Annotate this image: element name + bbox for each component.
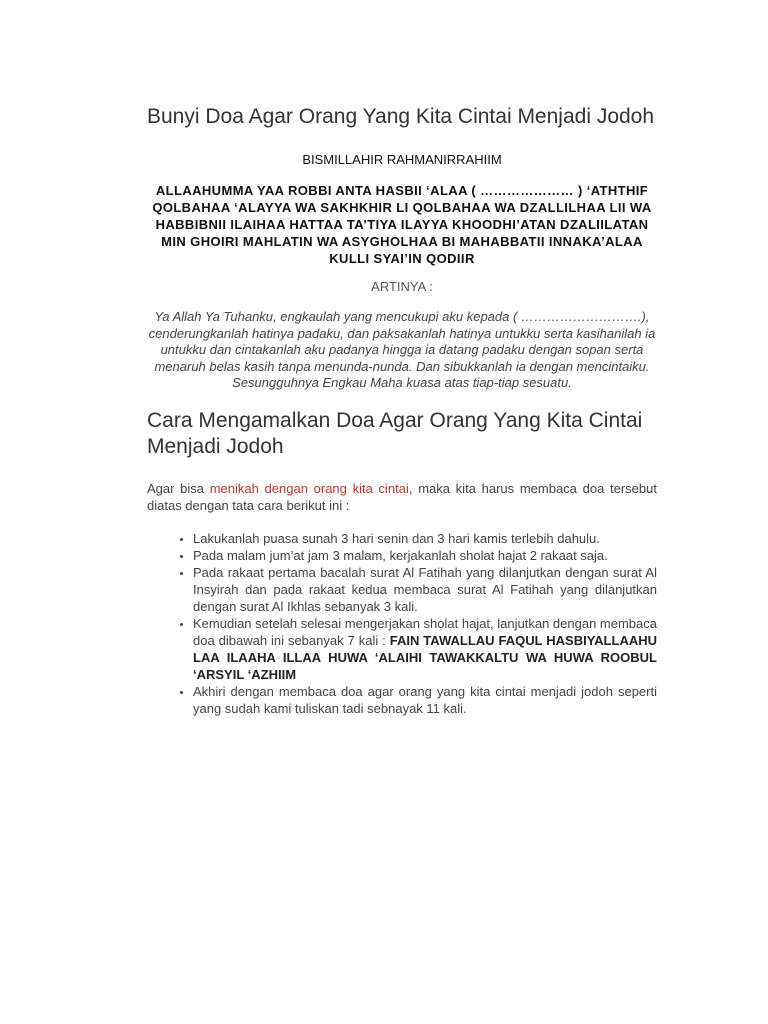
intro-paragraph [147,480,657,514]
article-content [147,104,657,717]
list-item: • Pada malam jum’at jam 3 malam, kerjakanlah sholat hajat 2 rakaat saja. [193,547,657,564]
bismillah-text: BISMILLAHIR RAHMANIRRAHIIM [302,152,502,167]
heading-doa: Bunyi Doa Agar Orang Yang Kita Cintai Menjadi Jodoh [147,105,655,128]
intro-before: Agar bisa [147,480,210,496]
steps-list [147,530,657,717]
artinya-label: ARTINYA : [371,279,433,294]
translation-text: Ya Allah Ya Tuhanku, engkaulah yang mencukupi aku kepada ( ……………………….), cenderungkanlah hatinya padaku, dan paksakanlah hatinya untukku serta kasihanilah ia untukku dan cintakanlah aku padanya hingga ia datang padaku dengan sopan serta menaruh belas kasih tanpa menunda-nunda. Dan sibukkanlah ia dengan mencintaiku. Sesungguhnya Engkau Maha kuasa atas tiap-tiap sesuatu. [148,309,656,390]
list-item: • Pada rakaat pertama bacalah surat Al Fatihah yang dilanjutkan dengan surat Al Insyirah dan pada rakaat kedua membaca surat Al Fatihah yang dilanjutkan dengan surat Al Ikhlas sebanyak 3 kali. [193,564,657,615]
list-item: • Akhiri dengan membaca doa agar orang yang kita cintai menjadi jodoh seperti yang sudah kami tuliskan tadi sebnayak 11 kali. [193,683,657,717]
arabic-transliteration: ALLAAHUMMA YAA ROBBI ANTA HASBII ‘ALAA ( ………………… ) ‘ATHTHIF QOLBAHAA ‘ALAYYA WA SAKHKHIR LI QOLBAHAA WA DZALLILHAA LII WA HABBIBNII ILAIHAA HATTAA TA’TIYA ILAYYA KHOODHI’ATAN DZALIILATAN MIN GHOIRI MAHLATIN WA ASYGHOLHAA BI MAHABBATII INNAKA’ALAA KULLI SYAI’IN QODIIR [152,183,652,266]
list-item [193,615,657,683]
step4-text: Kemudian setelah selesai mengerjakan sholat hajat, lanjutkan dengan membaca doa dibawah ini sebanyak 7 kali : [193,615,657,648]
intro-after: , maka kita harus membaca doa tersebut diatas dengan tata cara berikut ini : [147,480,657,513]
menikah-link[interactable]: menikah dengan orang kita cintai [209,480,409,496]
heading-cara: Cara Mengamalkan Doa Agar Orang Yang Kita Cintai Menjadi Jodoh [147,408,643,458]
list-item: • Lakukanlah puasa sunah 3 hari senin dan 3 hari kamis terlebih dahulu. [193,530,657,547]
step4-prayer: FAIN TAWALLAU FAQUL HASBIYALLAAHU LAA ILAAHA ILLAA HUWA ‘ALAIHI TAWAKKALTU WA HUWA ROOBUL ‘ARSYIL ‘AZHIIM [193,632,657,682]
